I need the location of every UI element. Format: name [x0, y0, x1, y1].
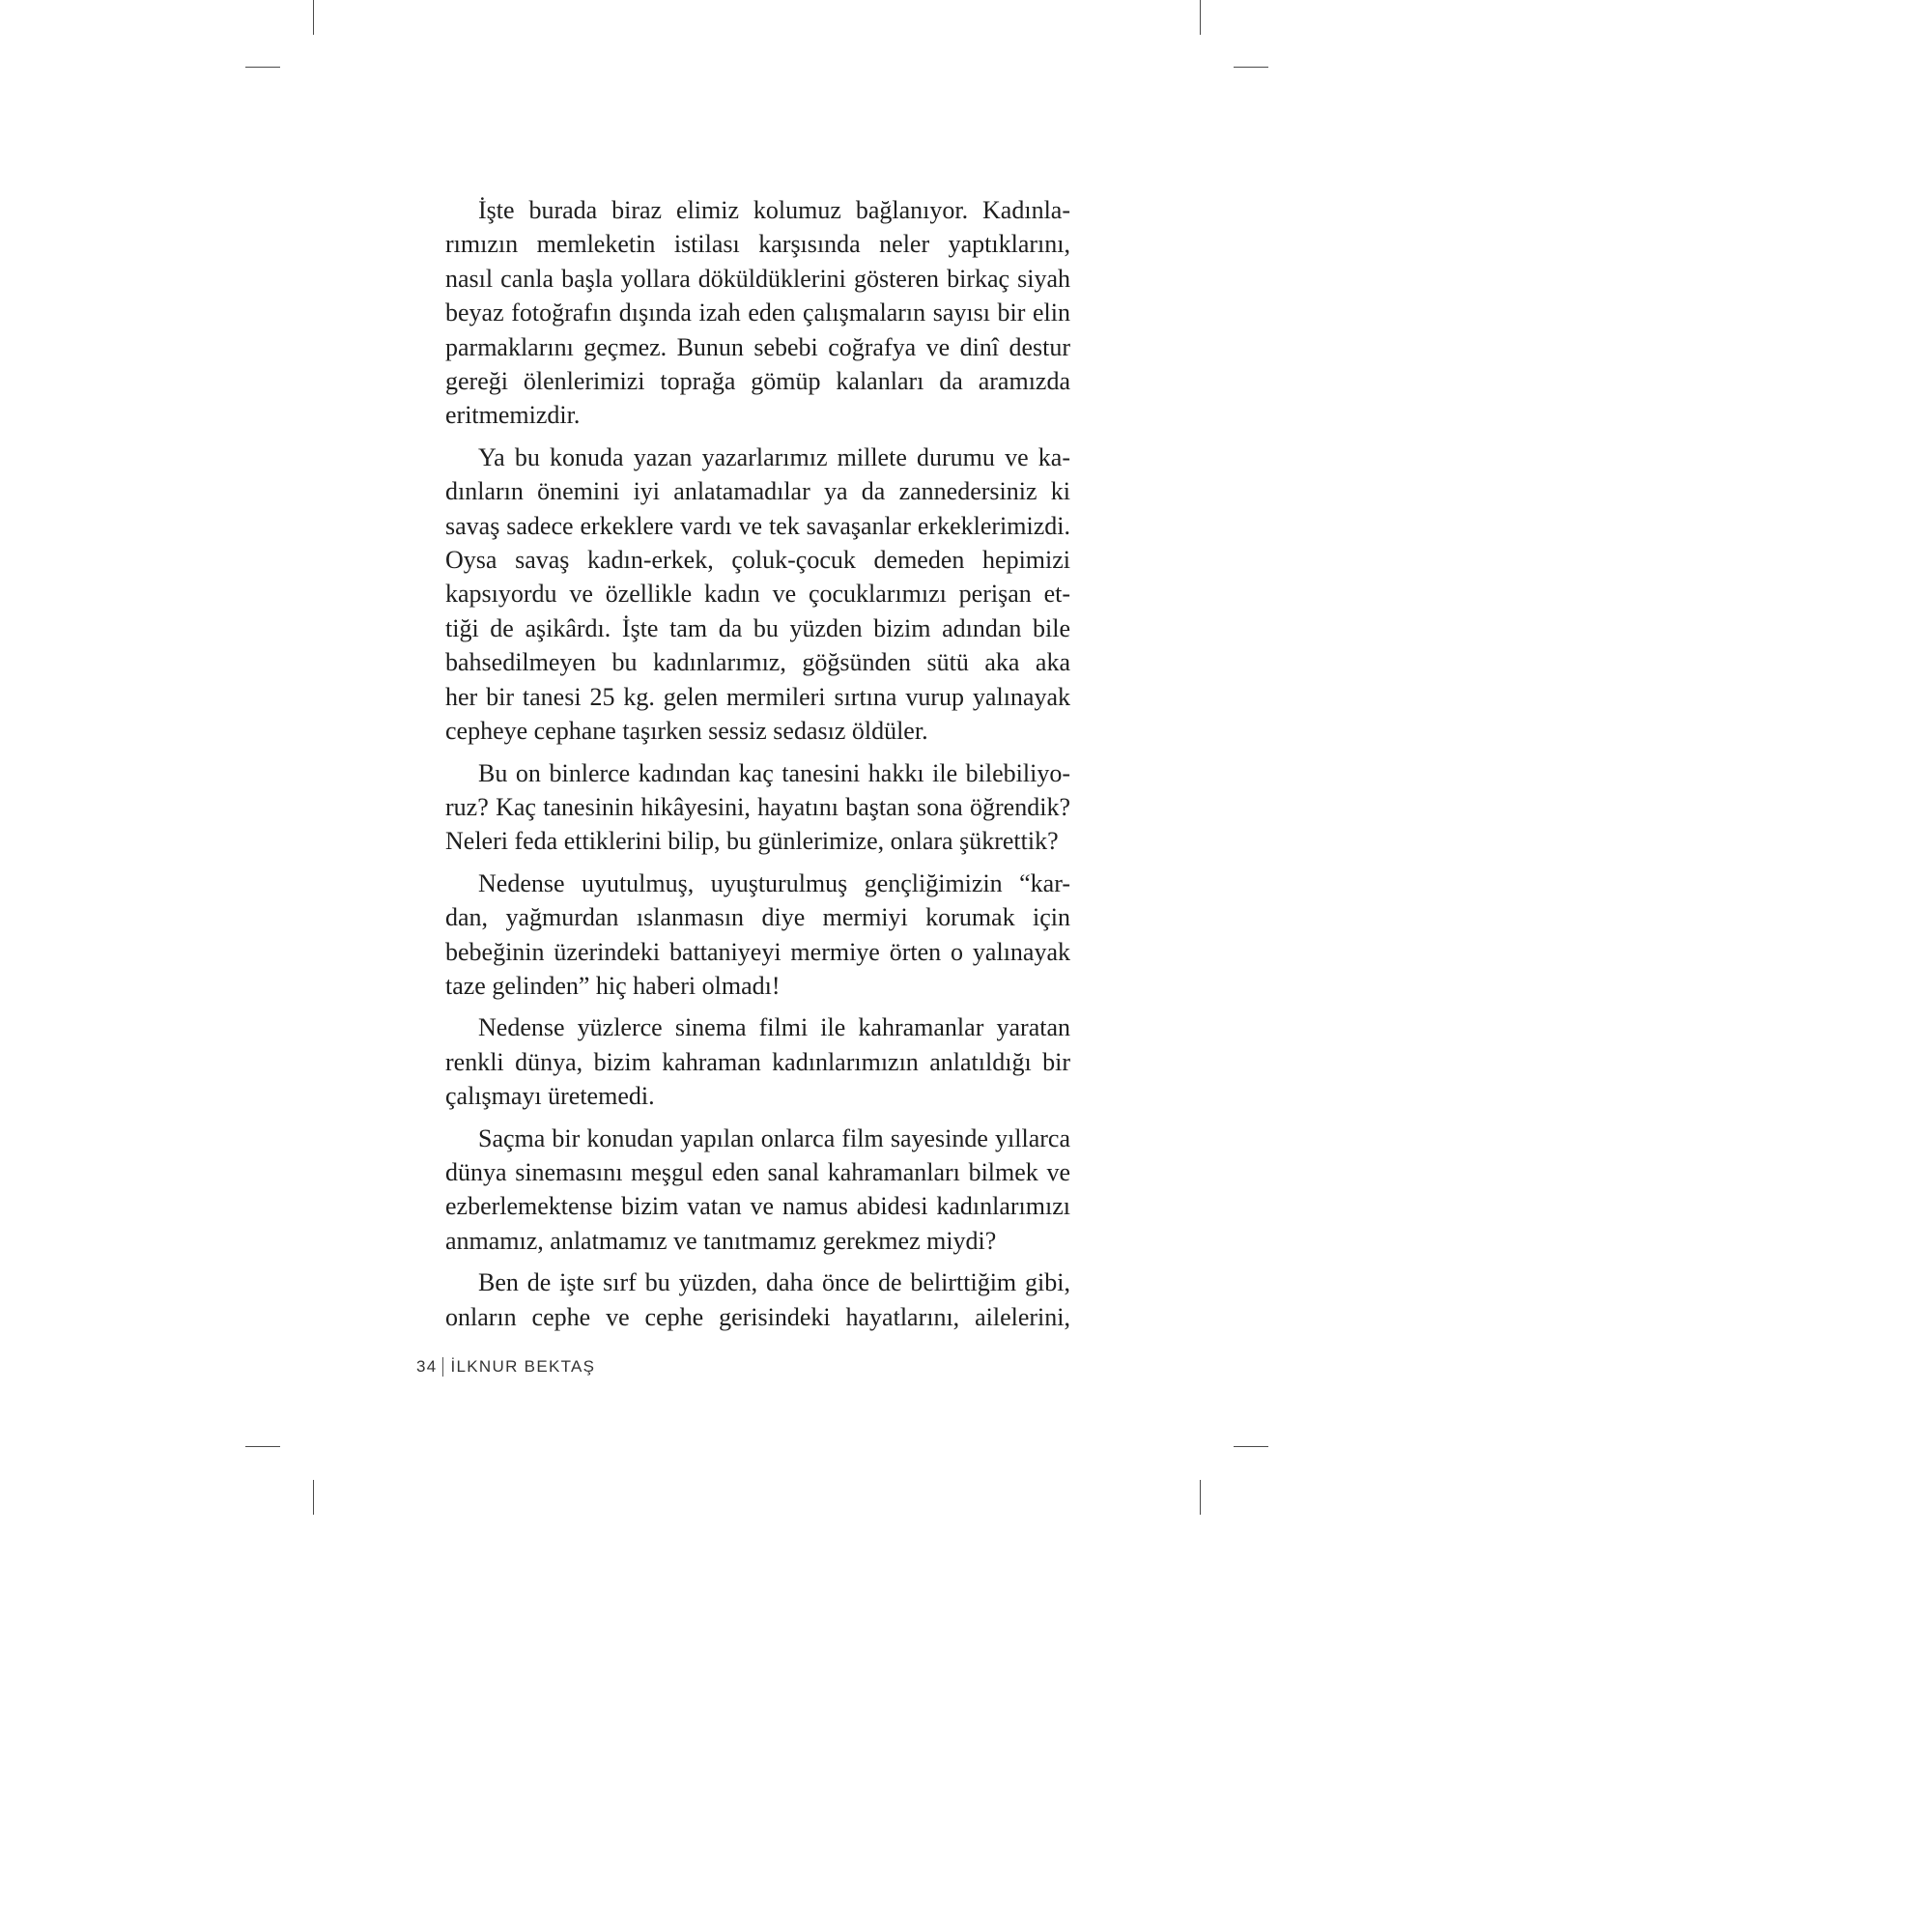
paragraph — [445, 1265, 1070, 1334]
text-line: ezberlemektense bizim vatan ve namus abidesi kadınlarımızı — [445, 1192, 1070, 1221]
text-line: Ben de işte sırf bu yüzden, daha önce de belirttiğim gibi, — [478, 1268, 1070, 1297]
text-line: dınların önemini iyi anlatamadılar ya da zannedersiniz ki — [445, 477, 1070, 506]
text-line: rımızın memleketin istilası karşısında neler yaptıklarını, — [445, 230, 1070, 259]
text-line: tiği de aşikârdı. İşte tam da bu yüzden bizim adından bile — [445, 613, 1070, 642]
text-line: gereği ölenlerimizi toprağa gömüp kalanları da aramızda — [445, 367, 1070, 396]
crop-mark-bottom-right — [1200, 1480, 1201, 1515]
text-line: Ya bu konuda yazan yazarlarımız millete durumu ve ka- — [478, 442, 1070, 471]
text-line: Bu on binlerce kadından kaç tanesini hakkı ile bilebiliyo- — [478, 758, 1070, 787]
text-line: ruz? Kaç tanesinin hikâyesini, hayatını baştan sona öğrendik? — [445, 792, 1070, 821]
crop-mark-left-bottom — [245, 1446, 280, 1447]
text-line: dünya sinemasını meşgul eden sanal kahramanları bilmek ve — [445, 1157, 1070, 1186]
text-line: her bir tanesi 25 kg. gelen mermileri sırtına vurup yalınayak — [445, 682, 1070, 711]
text-line: renkli dünya, bizim kahraman kadınlarımızın anlatıldığı bir — [445, 1047, 1070, 1076]
text-line: bahsedilmeyen bu kadınlarımız, göğsünden sütü aka aka — [445, 648, 1070, 677]
text-line: Neleri feda ettiklerini bilip, bu günlerimize, onlara şükrettik? — [445, 827, 1059, 856]
text-line: anmamız, anlatmamız ve tanıtmamız gerekmez miydi? — [445, 1226, 997, 1255]
text-line: beyaz fotoğrafın dışında izah eden çalışmaların sayısı bir elin — [445, 298, 1070, 327]
paragraph — [445, 756, 1070, 859]
crop-mark-left-top — [245, 67, 280, 68]
text-line: çalışmayı üretemedi. — [445, 1082, 655, 1111]
paragraph — [445, 193, 1070, 433]
footer-separator — [442, 1357, 443, 1377]
text-line: Nedense uyutulmuş, uyuşturulmuş gençliğimizin “kar- — [478, 868, 1070, 897]
crop-mark-top-right — [1200, 0, 1201, 35]
page-footer — [416, 1354, 595, 1379]
text-line: kapsıyordu ve özellikle kadın ve çocuklarımızı perişan et- — [445, 580, 1070, 609]
crop-mark-right-top — [1234, 67, 1268, 68]
text-line: cepheye cephane taşırken sessiz sedasız öldüler. — [445, 717, 928, 746]
paragraph — [445, 1010, 1070, 1113]
text-line: Oysa savaş kadın-erkek, çoluk-çocuk demeden hepimizi — [445, 546, 1070, 575]
crop-mark-bottom-left — [313, 1480, 314, 1515]
text-line: İşte burada biraz elimiz kolumuz bağlanıyor. Kadınla- — [478, 196, 1070, 224]
crop-mark-top-left — [313, 0, 314, 35]
text-line: Saçma bir konudan yapılan onlarca film sayesinde yıllarca — [478, 1123, 1070, 1152]
author-name: İLKNUR BEKTAŞ — [450, 1357, 596, 1376]
text-line: bebeğinin üzerindeki battaniyeyi mermiye örten o yalınayak — [445, 937, 1070, 966]
text-line: eritmemizdir. — [445, 401, 581, 430]
page-body-text — [445, 193, 1070, 1342]
text-line: nasıl canla başla yollara döküldüklerini gösteren birkaç siyah — [445, 264, 1070, 293]
paragraph — [445, 440, 1070, 749]
crop-mark-right-bottom — [1234, 1446, 1268, 1447]
text-line: Nedense yüzlerce sinema filmi ile kahramanlar yaratan — [478, 1013, 1070, 1042]
text-line: taze gelinden” hiç haberi olmadı! — [445, 971, 781, 1000]
paragraph — [445, 867, 1070, 1004]
text-line: onların cephe ve cephe gerisindeki hayatlarını, ailelerini, — [445, 1302, 1070, 1331]
text-line: dan, yağmurdan ıslanmasın diye mermiyi korumak için — [445, 903, 1070, 932]
page-number: 34 — [416, 1357, 438, 1376]
text-line: parmaklarını geçmez. Bunun sebebi coğrafya ve dinî destur — [445, 332, 1070, 361]
text-line: savaş sadece erkeklere vardı ve tek savaşanlar erkeklerimizdi. — [445, 511, 1070, 540]
paragraph — [445, 1122, 1070, 1259]
